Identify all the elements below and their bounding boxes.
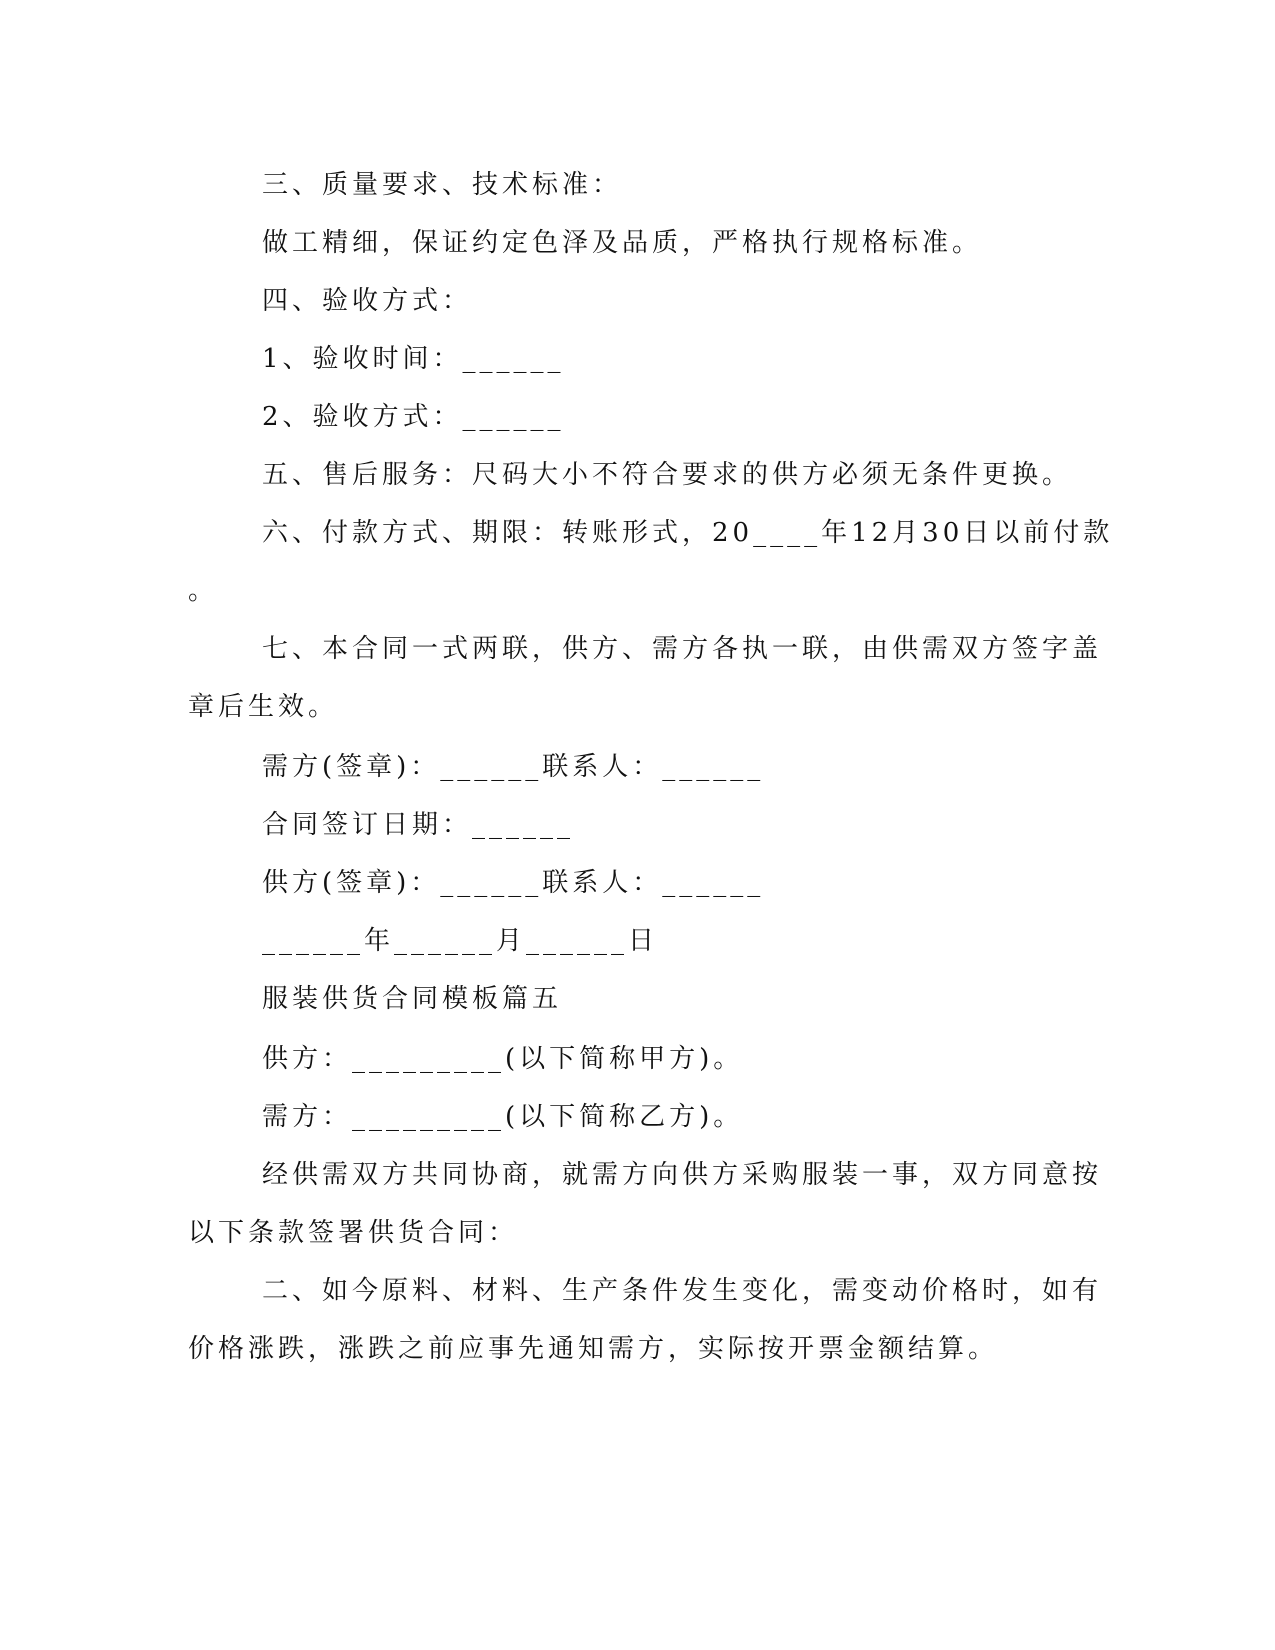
date-blank-line: ______年______月______日 <box>262 926 659 956</box>
signing-date-line: 合同签订日期：______ <box>262 810 575 840</box>
price-change-continuation: 价格涨跌，涨跌之前应事先通知需方，实际按开票金额结算。 <box>188 1334 999 1364</box>
buyer-signature-line: 需方(签章)：______联系人：______ <box>262 752 765 782</box>
contract-copies-continuation: 章后生效。 <box>188 692 339 722</box>
section-heading-quality: 三、质量要求、技术标准： <box>262 170 623 200</box>
buyer-party-line: 需方：_________(以下简称乙方)。 <box>262 1102 744 1132</box>
payment-line: 六、付款方式、期限：转账形式，20____年12月30日以前付款 <box>262 518 1114 548</box>
agreement-intro-line: 经供需双方共同协商，就需方向供方采购服装一事，双方同意按 <box>262 1160 1103 1190</box>
acceptance-time-line: 1、验收时间：______ <box>262 344 565 374</box>
paragraph-quality: 做工精细，保证约定色泽及品质，严格执行规格标准。 <box>262 228 983 258</box>
acceptance-method-line: 2、验收方式：______ <box>262 402 565 432</box>
agreement-intro-continuation: 以下条款签署供货合同： <box>188 1218 519 1248</box>
section-title: 服装供货合同模板篇五 <box>262 984 563 1014</box>
supplier-signature-line: 供方(签章)：______联系人：______ <box>262 868 765 898</box>
price-change-line: 二、如今原料、材料、生产条件发生变化，需变动价格时，如有 <box>262 1276 1103 1306</box>
payment-line-continuation: 。 <box>188 576 219 606</box>
section-heading-acceptance: 四、验收方式： <box>262 286 473 316</box>
contract-copies-line: 七、本合同一式两联，供方、需方各执一联，由供需双方签字盖 <box>262 634 1103 664</box>
supplier-party-line: 供方：_________(以下简称甲方)。 <box>262 1044 744 1074</box>
after-sales-line: 五、售后服务：尺码大小不符合要求的供方必须无条件更换。 <box>262 460 1073 490</box>
